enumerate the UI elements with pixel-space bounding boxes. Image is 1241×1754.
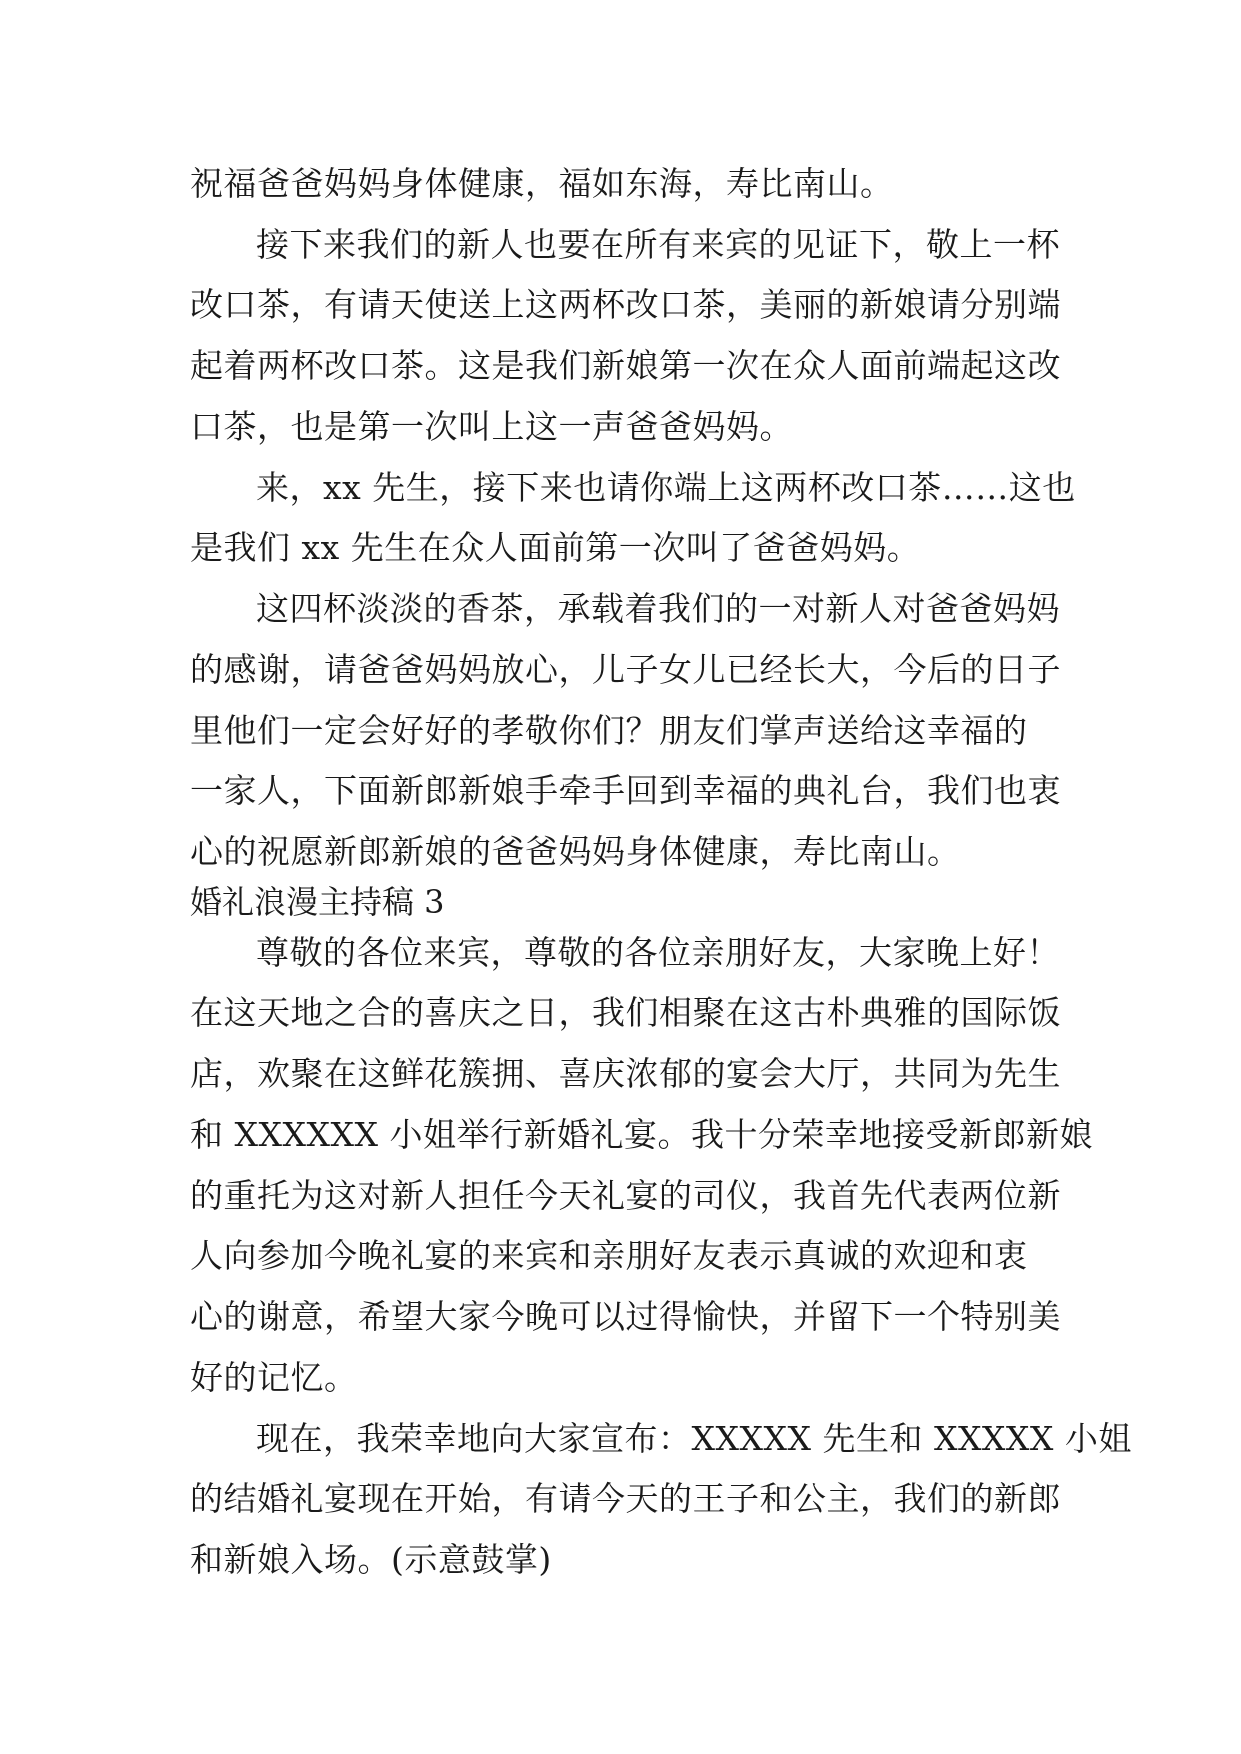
text-line: 这四杯淡淡的香茶，承载着我们的一对新人对爸爸妈妈 xyxy=(256,589,1060,628)
text-line: 现在，我荣幸地向大家宣布：XXXXX 先生和 XXXXX 小姐 xyxy=(256,1419,1132,1458)
text-line: 起着两杯改口茶。这是我们新娘第一次在众人面前端起这改 xyxy=(190,346,1061,385)
text-line: 一家人，下面新郎新娘手牵手回到幸福的典礼台，我们也衷 xyxy=(190,771,1061,810)
text-line: 店，欢聚在这鲜花簇拥、喜庆浓郁的宴会大厅，共同为先生 xyxy=(190,1054,1061,1093)
text-line: 在这天地之合的喜庆之日，我们相聚在这古朴典雅的国际饭 xyxy=(190,993,1061,1032)
text-line: 是我们 xx 先生在众人面前第一次叫了爸爸妈妈。 xyxy=(190,528,921,567)
text-line: 和 XXXXXX 小姐举行新婚礼宴。我十分荣幸地接受新郎新娘 xyxy=(190,1115,1093,1154)
section-heading: 婚礼浪漫主持稿 3 xyxy=(190,883,445,921)
text-line: 心的谢意，希望大家今晚可以过得愉快，并留下一个特别美 xyxy=(190,1297,1061,1336)
text-line: 好的记忆。 xyxy=(190,1358,358,1397)
text-line: 口茶，也是第一次叫上这一声爸爸妈妈。 xyxy=(190,407,793,446)
text-line: 尊敬的各位来宾，尊敬的各位亲朋好友，大家晚上好！ xyxy=(256,933,1060,972)
text-line: 的重托为这对新人担任今天礼宴的司仪，我首先代表两位新 xyxy=(190,1176,1061,1215)
text-line: 接下来我们的新人也要在所有来宾的见证下，敬上一杯 xyxy=(256,225,1060,264)
text-line: 的感谢，请爸爸妈妈放心，儿子女儿已经长大，今后的日子 xyxy=(190,650,1061,689)
text-line: 心的祝愿新郎新娘的爸爸妈妈身体健康，寿比南山。 xyxy=(190,832,961,871)
text-line: 里他们一定会好好的孝敬你们？朋友们掌声送给这幸福的 xyxy=(190,711,1028,750)
text-line: 和新娘入场。(示意鼓掌) xyxy=(190,1540,552,1579)
text-line: 的结婚礼宴现在开始，有请今天的王子和公主，我们的新郎 xyxy=(190,1479,1061,1518)
text-line: 人向参加今晚礼宴的来宾和亲朋好友表示真诚的欢迎和衷 xyxy=(190,1236,1028,1275)
text-line: 来，xx 先生，接下来也请你端上这两杯改口茶……这也 xyxy=(256,468,1076,507)
text-line: 祝福爸爸妈妈身体健康，福如东海，寿比南山。 xyxy=(190,164,894,203)
text-line: 改口茶，有请天使送上这两杯改口茶，美丽的新娘请分别端 xyxy=(190,285,1061,324)
